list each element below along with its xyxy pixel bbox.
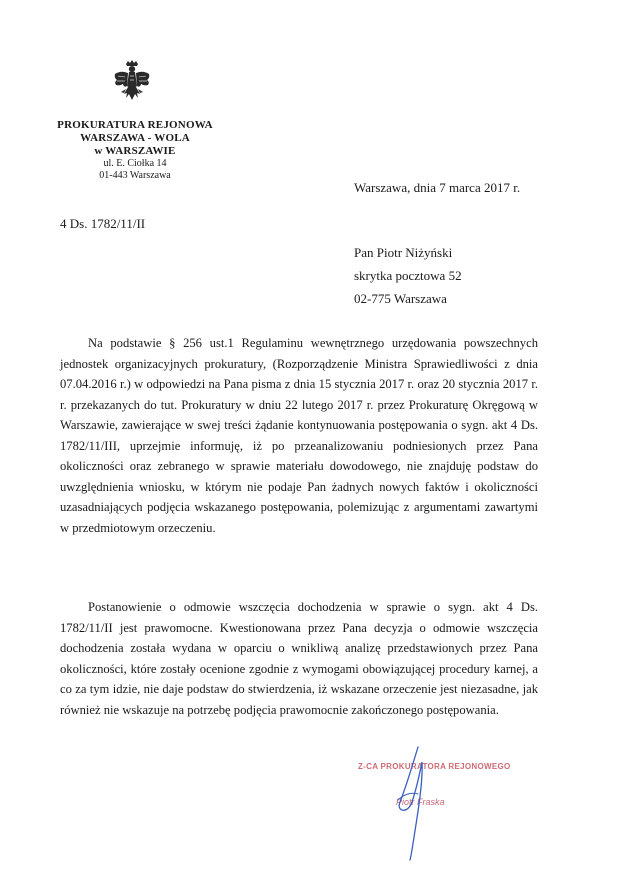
body-paragraph-2 [60, 597, 538, 720]
addressee-city: 02-775 Warszawa [354, 291, 447, 306]
addressee-name: Pan Piotr Niżyński [354, 245, 453, 260]
case-reference: 4 Ds. 1782/11/II [60, 216, 146, 231]
eagle-emblem-icon [112, 60, 152, 106]
office-name-line-1: PROKURATURA REJONOWA [57, 119, 213, 131]
prosecutor-office-header [40, 119, 230, 182]
stamp-title: Z-CA PROKURATORA REJONOWEGO [358, 762, 511, 771]
office-name-line-3: w WARSZAWIE [94, 145, 176, 157]
office-name-line-2: WARSZAWA - WOLA [80, 132, 190, 144]
paragraph-text: Na podstawie § 256 ust.1 Regulaminu wewnętrznego urzędowania powszechnych jednostek organizacyjnych prokuratury, (Rozporządzenie Ministra Sprawiedliwości z dnia 07.04.2016 r.) w odpowiedzi na Pana pisma z dnia 15 stycznia 2017 r. oraz 20 stycznia 2017 r. r. przekazanych do tut. Prokuratury w dniu 22 lutego 2017 r. przez Prokuraturę Okręgową w Warszawie, zawierające w swej treści żądanie kontynuowania postępowania o sygn. akt 4 Ds. 1782/11/III, uprzejmie informuję, iż po przeanalizowaniu podniesionych przez Pana okoliczności oraz zebranego w sprawie materiału dowodowego, nie znajduję podstaw do uwzględnienia wniosku, w którym nie podaje Pan żadnych nowych faktów i okoliczności uzasadniających podjęcia wskazanego postępowania, polemizując z argumentami zawartymi w przedmiotowym orzeczeniu. [60, 336, 538, 535]
handwritten-signature [378, 742, 448, 862]
body-paragraph-1 [60, 333, 538, 538]
letter-date: Warszawa, dnia 7 marca 2017 r. [354, 180, 521, 195]
addressee-po-box: skrytka pocztowa 52 [354, 268, 462, 283]
office-street: ul. E. Ciołka 14 [103, 158, 167, 169]
addressee-block [354, 241, 462, 310]
office-postal-city: 01-443 Warszawa [99, 170, 171, 181]
stamp-name: Piotr Fraska [396, 797, 445, 807]
paragraph-text: Postanowienie o odmowie wszczęcia dochodzenia w sprawie o sygn. akt 4 Ds. 1782/11/II jest prawomocne. Kwestionowana przez Pana decyzja o odmowie wszczęcia dochodzenia została wydana w oparciu o wnikliwą analizę przedstawionych przez Pana okoliczności, które zostały ocenione zgodnie z wymogami obowiązującej procedury karnej, a co za tym idzie, nie daje podstaw do stwierdzenia, iż wskazane orzeczenie jest niezasadne, jak również nie wskazuje na potrzebę podjęcia prawomocnie zakończonego postępowania. [60, 600, 538, 717]
